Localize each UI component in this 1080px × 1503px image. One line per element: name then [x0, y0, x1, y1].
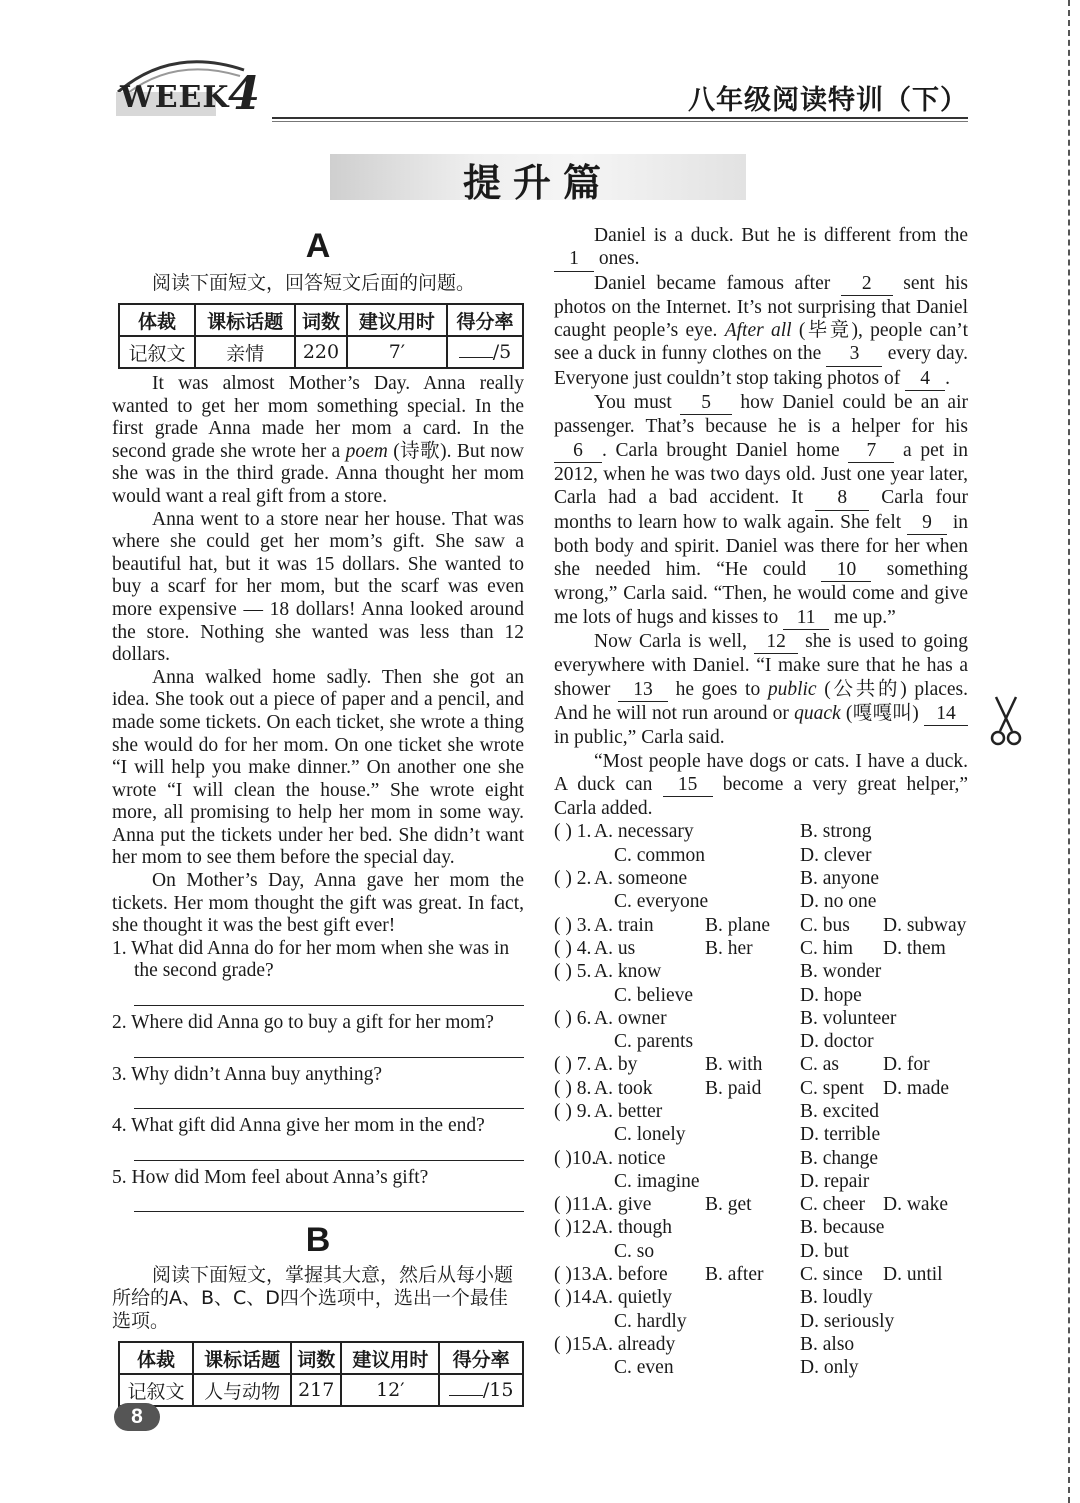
week-label: WEEK	[120, 80, 230, 115]
section-banner-title: 提升篇	[462, 161, 613, 205]
question-4: 4. What gift did Anna give her mom in the end?	[112, 1115, 485, 1137]
option-b[interactable]: B. also	[800, 1333, 855, 1355]
score-total: /15	[482, 1379, 514, 1402]
question-number: ( ) 4.	[554, 937, 592, 959]
option-d[interactable]: D. but	[800, 1240, 849, 1262]
option-c[interactable]: C. lonely	[614, 1124, 686, 1146]
question-3: 3. Why didn’t Anna buy anything?	[112, 1063, 383, 1085]
scissors-icon	[990, 695, 1022, 747]
option-item	[554, 914, 968, 937]
option-a[interactable]: A. better	[594, 1100, 663, 1122]
blank-7[interactable]: 7	[848, 439, 894, 463]
passage-a-paragraph-2: Anna went to a store near her house. That was where she could get her mom’s gift. She saw a beautiful hat, but it was 15 dollars. She wanted to buy a scarf for her mom, but the scarf was even more expensive — 18 dollars! Anna looked around the store. Nothing she wanted was less than 12 dollars.	[112, 508, 524, 666]
option-a[interactable]: A. know	[594, 961, 662, 983]
blank-14[interactable]: 14	[924, 702, 968, 726]
option-b[interactable]: B. loudly	[800, 1287, 873, 1309]
option-a[interactable]: A. already	[594, 1333, 676, 1355]
option-b[interactable]: B. volunteer	[800, 1007, 897, 1029]
question-number: ( )15.	[554, 1333, 597, 1355]
option-a[interactable]: A. necessary	[594, 821, 694, 843]
option-d[interactable]: D. until	[883, 1264, 943, 1286]
option-c[interactable]: C. bus	[800, 914, 850, 936]
option-a[interactable]: A. by	[594, 1054, 638, 1076]
option-c[interactable]: C. hardly	[614, 1310, 687, 1332]
option-b[interactable]: B. her	[705, 937, 753, 959]
question-number: ( ) 2.	[554, 868, 592, 890]
table-header: 建议用时	[341, 1342, 439, 1374]
option-c[interactable]: C. so	[614, 1240, 655, 1262]
blank-2[interactable]: 2	[841, 272, 893, 296]
option-item	[554, 1077, 968, 1100]
option-item	[554, 1286, 968, 1333]
passage-b-paragraph-5: “Most people have dogs or cats. I have a duck. A duck can 15 become a very great helper,” Carla added.	[554, 750, 968, 820]
option-item	[554, 820, 968, 867]
blank-13[interactable]: 13	[618, 678, 668, 702]
table-header: 得分率	[447, 304, 523, 336]
option-c[interactable]: C. common	[614, 844, 705, 866]
passage-a-paragraph-3: Anna walked home sadly. Then she got an idea. She took out a piece of paper and a pencil, and made some tickets. On each ticket, she wrote a thing she would do for her mom. On one ticket she wrote “I will help you make dinner.” On another one she wrote “I will clean the house.” She wrote eight more, all promising to help her mom in some way. Anna put the tickets under her bed. She didn’t want her mom to see them before the special day.	[112, 666, 524, 869]
question-5: 5. How did Mom feel about Anna’s gift?	[112, 1166, 429, 1188]
option-b[interactable]: B. excited	[800, 1100, 880, 1122]
answer-line-4[interactable]	[134, 1152, 524, 1161]
option-a[interactable]: A. notice	[594, 1147, 666, 1169]
option-c[interactable]: C. cheer	[800, 1194, 865, 1216]
option-b[interactable]: B. paid	[705, 1077, 762, 1099]
option-item	[554, 1333, 968, 1380]
blank-10[interactable]: 10	[821, 558, 871, 582]
option-b[interactable]: B. with	[705, 1054, 763, 1076]
answer-line-3[interactable]	[134, 1100, 524, 1109]
blank-6[interactable]: 6	[554, 439, 602, 463]
blank-12[interactable]: 12	[754, 630, 798, 654]
option-b[interactable]: B. after	[705, 1264, 764, 1286]
question-number: ( )13.	[554, 1264, 597, 1286]
blank-5[interactable]: 5	[680, 391, 732, 415]
question-number: ( ) 5.	[554, 961, 592, 983]
question-number: ( ) 7.	[554, 1054, 592, 1076]
topic-cell: 人与动物	[193, 1374, 291, 1406]
option-c[interactable]: C. imagine	[614, 1170, 700, 1192]
option-item	[554, 1007, 968, 1054]
word-count-cell: 217	[291, 1374, 341, 1406]
table-header: 建议用时	[347, 304, 447, 336]
option-item	[554, 1263, 968, 1286]
passage-b-paragraph-1: Daniel is a duck. But he is different from the 1 ones.	[554, 224, 968, 272]
option-a[interactable]: A. us	[594, 937, 636, 959]
option-c[interactable]: C. him	[800, 937, 854, 959]
question-number: ( ) 8.	[554, 1077, 592, 1099]
option-d[interactable]: D. repair	[800, 1170, 870, 1192]
option-d[interactable]: D. hope	[800, 984, 862, 1006]
option-a[interactable]: A. though	[594, 1217, 672, 1239]
table-header: 词数	[295, 304, 346, 336]
option-d[interactable]: D. doctor	[800, 1031, 874, 1053]
table-header: 得分率	[439, 1342, 523, 1374]
option-item	[554, 1053, 968, 1076]
option-d[interactable]: D. for	[883, 1054, 930, 1076]
topic-cell: 亲情	[195, 336, 295, 368]
option-b[interactable]: B. because	[800, 1217, 885, 1239]
question-number: ( )12.	[554, 1217, 597, 1239]
option-c[interactable]: C. since	[800, 1264, 863, 1286]
header-divider	[272, 117, 968, 119]
option-d[interactable]: D. wake	[883, 1194, 948, 1216]
question-number: ( )11.	[554, 1194, 596, 1216]
option-a[interactable]: A. train	[594, 914, 654, 936]
answer-line-5[interactable]	[134, 1203, 524, 1212]
question-number: ( ) 1.	[554, 821, 592, 843]
option-c[interactable]: C. even	[614, 1357, 674, 1379]
time-cell: 7′	[347, 336, 447, 368]
option-d[interactable]: D. terrible	[800, 1124, 881, 1146]
option-b[interactable]: B. strong	[800, 821, 872, 843]
passage-b-paragraph-4: Now Carla is well, 12 she is used to going everywhere with Daniel. “I make sure that he has a shower 13 he goes to public (公共的) places. And he will not run around or quack (嘎嘎叫) 14 in public,” Carla said.	[554, 631, 968, 749]
blank-8[interactable]: 8	[815, 486, 869, 510]
option-a[interactable]: A. owner	[594, 1007, 667, 1029]
option-item	[554, 867, 968, 914]
option-a[interactable]: A. someone	[594, 868, 688, 890]
section-b-info-table	[118, 1341, 524, 1407]
score-total: /5	[492, 341, 512, 363]
table-header: 体裁	[119, 304, 195, 336]
option-b[interactable]: B. wonder	[800, 961, 882, 983]
passage-b-paragraph-3: You must 5 how Daniel could be an air passenger. That’s because he is a helper for his 6 . Carla brought Daniel home 7 a pet in 2012, when he was two days old. Just one year later, Carla had a bad accident. It 8 Carla four months to learn how to walk again. She felt 9 in both body and spirit. Daniel was there for her when she needed him. “He could 10 something wrong,” Carla said. “Then, he would come and give me lots of hugs and kisses to 11 me up.”	[554, 391, 968, 630]
option-d[interactable]: D. no one	[800, 891, 877, 913]
option-c[interactable]: C. parents	[614, 1031, 694, 1053]
option-a[interactable]: A. give	[594, 1194, 652, 1216]
option-d[interactable]: D. them	[883, 937, 946, 959]
option-a[interactable]: A. quietly	[594, 1287, 672, 1309]
answer-line-1[interactable]	[134, 997, 524, 1006]
option-d[interactable]: D. made	[883, 1077, 950, 1099]
table-header: 体裁	[119, 1342, 193, 1374]
blank-4[interactable]: 4	[905, 367, 945, 391]
book-title: 八年级阅读特训（下）	[688, 85, 968, 116]
section-a-instruction: 阅读下面短文，回答短文后面的问题。	[152, 272, 476, 294]
question-number: ( ) 6.	[554, 1007, 592, 1029]
passage-a-paragraph-4: On Mother’s Day, Anna gave her mom the tickets. Her mom thought the gift was great. In fact, she thought it was the best gift ever!	[112, 870, 524, 937]
section-a-info-table	[118, 303, 524, 369]
genre-cell: 记叙文	[119, 1374, 193, 1406]
option-d[interactable]: D. clever	[800, 844, 872, 866]
blank-9[interactable]: 9	[907, 511, 947, 535]
option-d[interactable]: D. only	[800, 1357, 859, 1379]
right-column	[554, 224, 968, 1380]
header-divider-thin	[272, 121, 968, 122]
blank-3[interactable]: 3	[826, 342, 882, 366]
option-b[interactable]: B. get	[705, 1194, 752, 1216]
week-number: 4	[228, 66, 261, 120]
options-list	[554, 820, 968, 1379]
option-item	[554, 1100, 968, 1147]
option-d[interactable]: D. seriously	[800, 1310, 895, 1332]
option-item	[554, 1193, 968, 1216]
passage-a-paragraph-1: It was almost Mother’s Day. Anna really wanted to get her mom something special. In the first grade Anna made her mom a card. In the second grade she wrote her a poem (诗歌). But now she was in the third grade. Anna thought her mom would want a real gift from a store.	[112, 373, 524, 507]
option-a[interactable]: A. took	[594, 1077, 653, 1099]
option-item	[554, 937, 968, 960]
score-cell[interactable]	[439, 1374, 523, 1406]
table-header: 课标话题	[193, 1342, 291, 1374]
word-count-cell: 220	[295, 336, 346, 368]
question-2: 2. Where did Anna go to buy a gift for her mom?	[112, 1012, 494, 1034]
passage-b-paragraph-2: Daniel became famous after 2 sent his photos on the Internet. It’s not surprising that Daniel caught people’s eye. After all (毕竟), people can’t see a duck in funny clothes on the 3 every day. Everyone just couldn’t stop taking photos of 4 .	[554, 272, 968, 391]
question-number: ( )14.	[554, 1287, 597, 1309]
option-item	[554, 960, 968, 1007]
question-number: ( )10.	[554, 1147, 597, 1169]
question-number: ( ) 3.	[554, 914, 592, 936]
question-number: ( ) 9.	[554, 1100, 592, 1122]
blank-1[interactable]: 1	[554, 247, 594, 271]
option-c[interactable]: C. everyone	[614, 891, 709, 913]
section-a-letter: A	[305, 227, 331, 265]
table-header: 词数	[291, 1342, 341, 1374]
option-c[interactable]: C. believe	[614, 984, 694, 1006]
option-a[interactable]: A. before	[594, 1264, 668, 1286]
page-number: 8	[114, 1403, 160, 1431]
blank-15[interactable]: 15	[663, 773, 713, 797]
section-b-instruction: 阅读下面短文，掌握其大意，然后从每小题所给的A、B、C、D四个选项中，选出一个最佳选项。	[112, 1264, 514, 1333]
score-cell[interactable]	[447, 336, 523, 368]
table-header: 课标话题	[195, 304, 295, 336]
option-item	[554, 1216, 968, 1263]
question-1: 1. What did Anna do for her mom when she was in the second grade?	[112, 937, 510, 982]
answer-line-2[interactable]	[134, 1049, 524, 1058]
blank-11[interactable]: 11	[783, 606, 829, 630]
option-item	[554, 1147, 968, 1194]
cut-line	[1068, 0, 1070, 1503]
time-cell: 12′	[341, 1374, 439, 1406]
section-b-letter: B	[305, 1221, 331, 1260]
option-d[interactable]: D. subway	[883, 914, 967, 936]
option-c[interactable]: C. as	[800, 1054, 839, 1076]
option-b[interactable]: B. plane	[705, 914, 770, 936]
option-b[interactable]: B. change	[800, 1147, 878, 1169]
left-column	[112, 226, 524, 1411]
option-c[interactable]: C. spent	[800, 1077, 864, 1099]
option-b[interactable]: B. anyone	[800, 868, 880, 890]
genre-cell: 记叙文	[119, 336, 195, 368]
